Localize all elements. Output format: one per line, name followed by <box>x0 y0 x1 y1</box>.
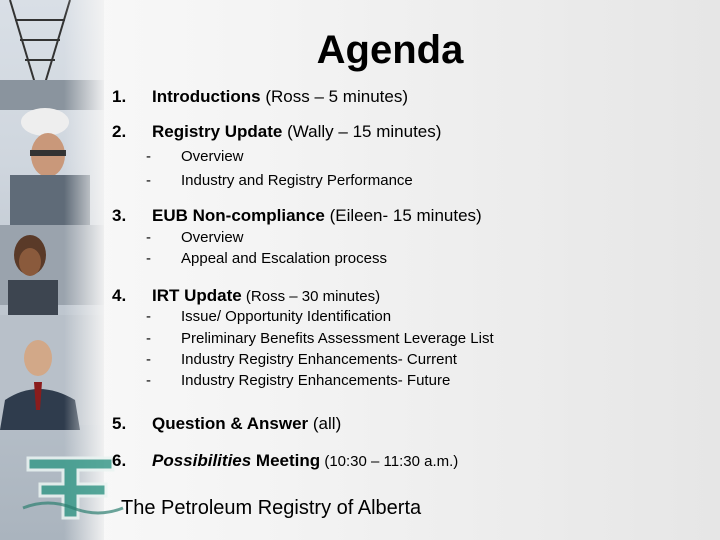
subitem: Overview <box>181 229 244 246</box>
subitem: Industry and Registry Performance <box>181 172 413 189</box>
item-heading <box>152 414 341 434</box>
item-title: Possibilities <box>152 451 252 470</box>
item-detail: (Ross – 5 minutes) <box>260 87 408 106</box>
bullet-dash: - <box>146 250 151 267</box>
bullet-dash: - <box>146 172 151 189</box>
subitem: Issue/ Opportunity Identification <box>181 308 392 325</box>
item-number: 4. <box>112 286 127 305</box>
bullet-dash: - <box>146 330 151 347</box>
item-detail: (Ross – 30 minutes) <box>241 288 381 305</box>
item-detail: (Wally – 15 minutes) <box>282 122 442 141</box>
subitem: Industry Registry Enhancements- Current <box>181 351 457 368</box>
item-title: Registry Update <box>152 122 283 141</box>
item-heading <box>152 286 380 306</box>
item-heading <box>152 451 458 471</box>
bullet-dash: - <box>146 351 151 368</box>
subitem: Overview <box>181 148 244 165</box>
item-number: 2. <box>112 122 127 141</box>
item-heading <box>152 87 408 107</box>
item-number: 3. <box>112 206 127 225</box>
item-number: 5. <box>112 414 127 433</box>
bullet-dash: - <box>146 229 151 246</box>
item-heading <box>152 206 482 226</box>
item-title: Question & Answer <box>152 414 309 433</box>
item-number: 1. <box>112 87 127 106</box>
subitem: Preliminary Benefits Assessment Leverage List <box>181 330 494 347</box>
item-detail: (all) <box>308 414 342 433</box>
item-title: IRT Update <box>152 286 242 305</box>
item-heading <box>152 122 441 142</box>
subitem: Appeal and Escalation process <box>181 250 387 267</box>
subitem: Industry Registry Enhancements- Future <box>181 372 451 389</box>
bullet-dash: - <box>146 372 151 389</box>
item-detail: (Eileen- 15 minutes) <box>324 206 482 225</box>
item-detail: (10:30 – 11:30 a.m.) <box>320 453 459 470</box>
bullet-dash: - <box>146 308 151 325</box>
item-title: EUB Non-compliance <box>152 206 325 225</box>
footer-organization: The Petroleum Registry of Alberta <box>121 497 422 519</box>
item-title: Introductions <box>152 87 261 106</box>
item-number: 6. <box>112 451 127 470</box>
item-title-suffix: Meeting <box>251 451 321 470</box>
page-title: Agenda <box>316 28 464 72</box>
bullet-dash: - <box>146 148 151 165</box>
